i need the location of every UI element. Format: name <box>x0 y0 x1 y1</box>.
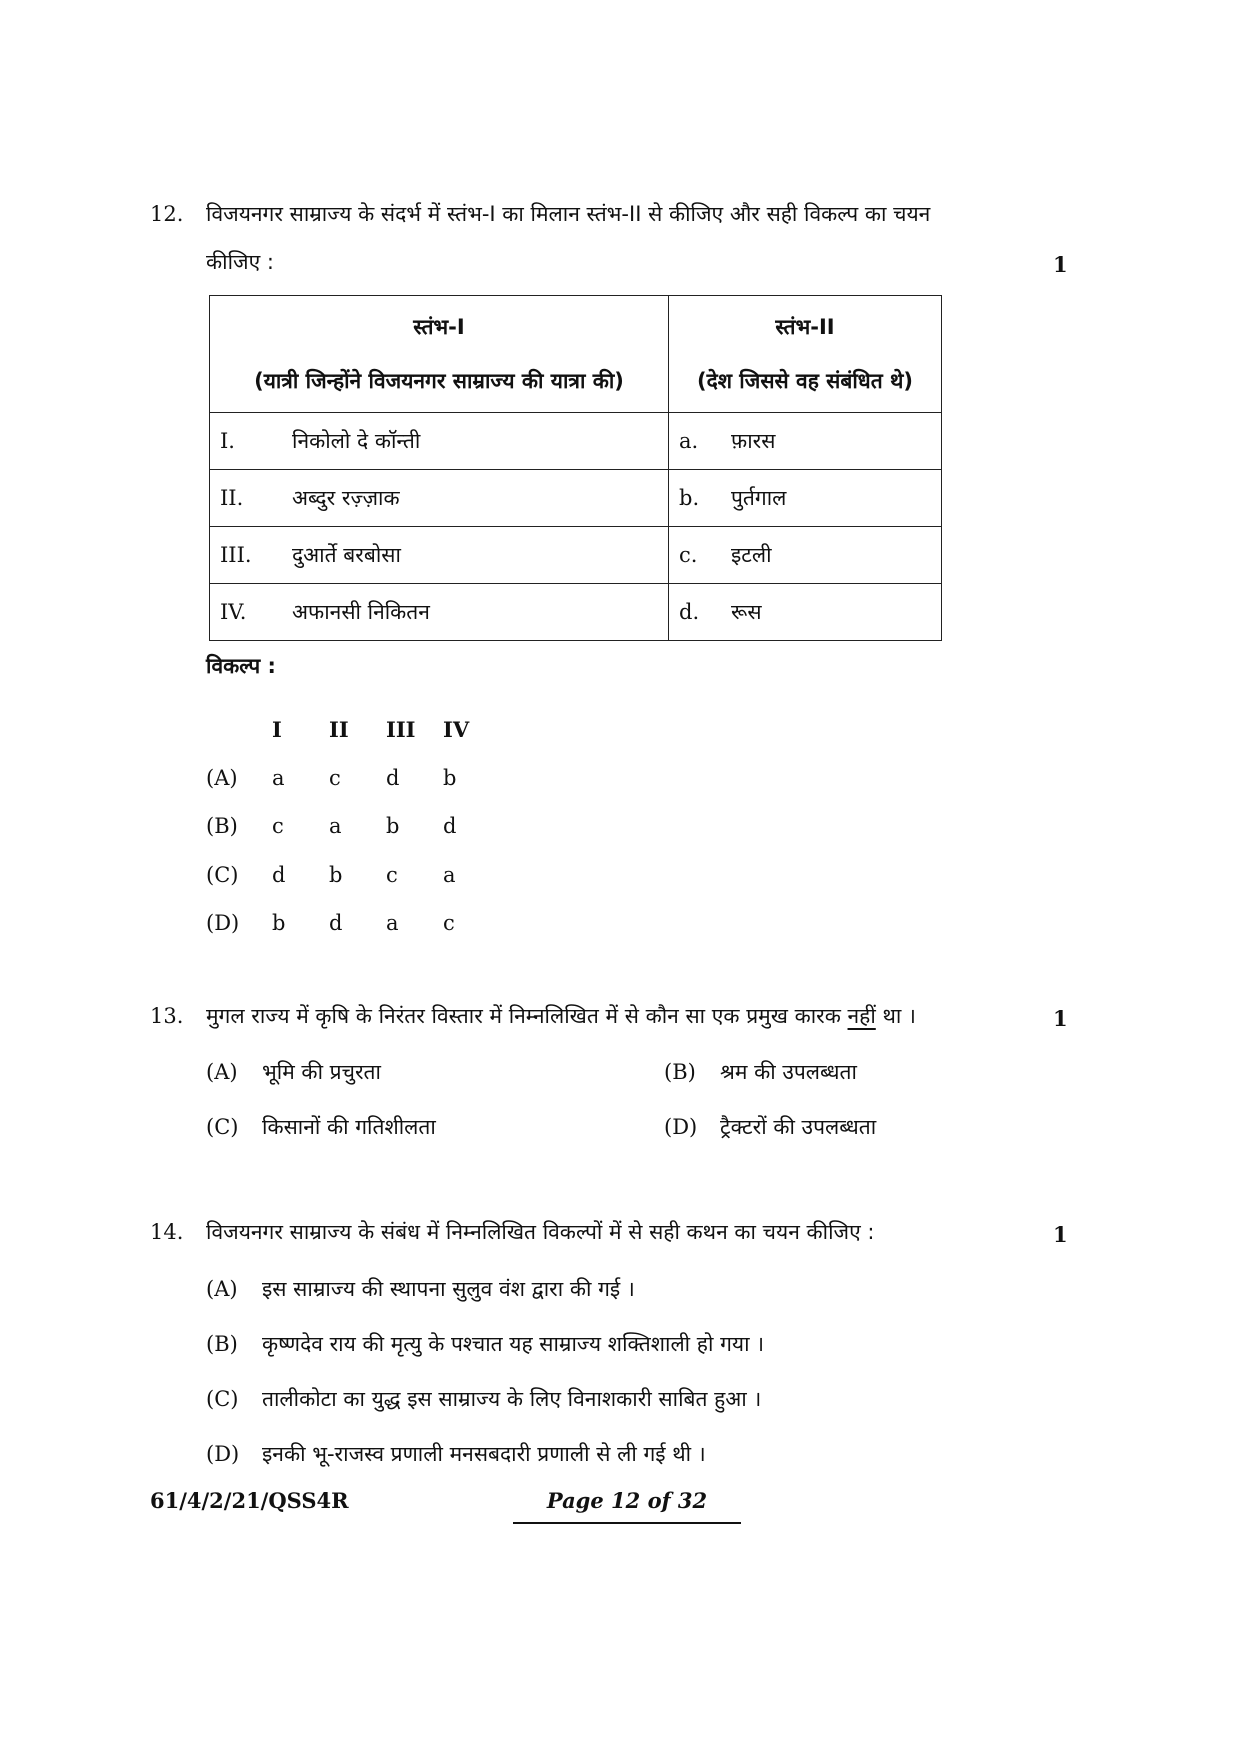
options-header: IV <box>443 716 470 742</box>
option-label: (A) <box>206 1277 238 1301</box>
column-1-header <box>210 296 669 413</box>
row-letter: d. <box>679 600 700 624</box>
option-label: (D) <box>206 911 240 936</box>
option-value: c <box>443 911 455 936</box>
page-number-underline <box>513 1522 741 1524</box>
column-2-header <box>669 296 942 413</box>
option-label: (B) <box>664 1060 696 1084</box>
option-text: तालीकोटा का युद्ध इस साम्राज्य के लिए विनाशकारी साबित हुआ । <box>262 1387 762 1411</box>
option-text: ट्रैक्टरों की उपलब्धता <box>720 1115 877 1139</box>
marks-label: 1 <box>1053 252 1068 277</box>
traveller-name: दुआर्ते बरबोसा <box>292 543 401 567</box>
option-label: (C) <box>206 1387 239 1411</box>
option-value: a <box>329 814 342 839</box>
option-value: d <box>443 814 457 839</box>
option-text: इस साम्राज्य की स्थापना सुलुव वंश द्वारा की गई । <box>262 1277 635 1301</box>
country-name: पुर्तगाल <box>731 486 787 510</box>
marks-label: 1 <box>1053 1006 1068 1031</box>
option-value: d <box>272 862 286 887</box>
answer-option-a[interactable] <box>206 1275 635 1303</box>
answer-option-d[interactable] <box>206 899 500 948</box>
option-label: (B) <box>206 814 238 839</box>
options-header-row <box>206 705 500 754</box>
answer-option-d[interactable] <box>206 1440 706 1468</box>
option-text: भूमि की प्रचुरता <box>262 1060 381 1084</box>
question-text: विजयनगर साम्राज्य के संबंध में निम्नलिखित विकल्पों में से सही कथन का चयन कीजिए : <box>206 1220 875 1244</box>
country-name: फ़ारस <box>731 429 776 453</box>
option-text: श्रम की उपलब्धता <box>720 1060 857 1084</box>
option-text: किसानों की गतिशीलता <box>262 1115 436 1139</box>
country-name: इटली <box>731 543 772 567</box>
answer-option-b[interactable] <box>664 1058 857 1086</box>
option-value: c <box>272 814 284 839</box>
question-text-part: मुगल राज्य में कृषि के निरंतर विस्तार में निम्नलिखित में से कौन सा एक प्रमुख कारक <box>206 1004 848 1028</box>
answer-option-d[interactable] <box>664 1113 876 1141</box>
page-number: Page 12 of 32 <box>546 1488 708 1513</box>
answer-option-b[interactable] <box>206 1330 764 1358</box>
question-text <box>206 1002 916 1030</box>
column-2-subtitle: (देश जिससे वह संबंधित थे) <box>696 369 914 393</box>
option-label: (A) <box>206 1060 238 1084</box>
question-number: 13. <box>150 1004 184 1028</box>
option-label: (C) <box>206 1115 239 1139</box>
option-value: c <box>329 765 341 790</box>
option-value: b <box>386 814 400 839</box>
row-letter: a. <box>679 429 699 453</box>
question-number: 14. <box>150 1220 184 1244</box>
answer-option-c[interactable] <box>206 1385 761 1413</box>
option-value: d <box>386 765 400 790</box>
answer-option-a[interactable] <box>206 1058 381 1086</box>
options-header: II <box>329 716 349 742</box>
option-label: (C) <box>206 862 239 887</box>
option-value: b <box>443 765 457 790</box>
question-text-part: था । <box>875 1004 916 1028</box>
option-label: (B) <box>206 1332 238 1356</box>
question-number: 12. <box>150 202 184 226</box>
option-value: d <box>329 911 343 936</box>
traveller-name: निकोलो दे कॉन्ती <box>292 429 421 453</box>
country-name: रूस <box>731 600 762 624</box>
options-label: विकल्प : <box>206 654 276 678</box>
option-label: (A) <box>206 765 238 790</box>
traveller-name: अफानसी निकितन <box>292 600 430 624</box>
question-text-line: विजयनगर साम्राज्य के संदर्भ में स्तंभ-I का मिलान स्तंभ-II से कीजिए और सही विकल्प का चयन <box>206 202 931 226</box>
row-numeral: III. <box>220 543 252 567</box>
option-value: b <box>329 862 343 887</box>
row-numeral: IV. <box>220 600 247 624</box>
row-numeral: II. <box>220 486 244 510</box>
marks-label: 1 <box>1053 1222 1068 1247</box>
emphasis-not: नहीं <box>847 1004 876 1028</box>
traveller-name: अब्दुर रज़्ज़ाक <box>292 486 400 510</box>
answer-options-grid <box>206 705 500 948</box>
table-row <box>210 527 942 584</box>
options-header: III <box>386 716 416 742</box>
options-header: I <box>272 716 282 742</box>
table-row <box>210 413 942 470</box>
question-text-line: कीजिए : <box>206 250 274 274</box>
column-1-title: स्तंभ-I <box>413 315 465 339</box>
answer-option-c[interactable] <box>206 1113 436 1141</box>
table-row <box>210 584 942 641</box>
option-value: c <box>386 862 398 887</box>
row-letter: c. <box>679 543 698 567</box>
option-label: (D) <box>664 1115 698 1139</box>
option-text: इनकी भू-राजस्व प्रणाली मनसबदारी प्रणाली से ली गई थी । <box>262 1442 706 1466</box>
answer-option-c[interactable] <box>206 851 500 900</box>
match-table <box>209 295 942 641</box>
option-value: a <box>272 765 285 790</box>
option-value: b <box>272 911 286 936</box>
row-numeral: I. <box>220 429 235 453</box>
option-text: कृष्णदेव राय की मृत्यु के पश्चात यह साम्राज्य शक्तिशाली हो गया । <box>262 1332 765 1356</box>
answer-option-b[interactable] <box>206 802 500 851</box>
option-value: a <box>386 911 399 936</box>
row-letter: b. <box>679 486 700 510</box>
paper-code: 61/4/2/21/QSS4R <box>150 1488 349 1513</box>
option-label: (D) <box>206 1442 240 1466</box>
table-row <box>210 470 942 527</box>
column-1-subtitle: (यात्री जिन्होंने विजयनगर साम्राज्य की यात्रा की) <box>254 369 624 393</box>
answer-option-a[interactable] <box>206 754 500 803</box>
column-2-title: स्तंभ-II <box>775 315 835 339</box>
option-value: a <box>443 862 456 887</box>
